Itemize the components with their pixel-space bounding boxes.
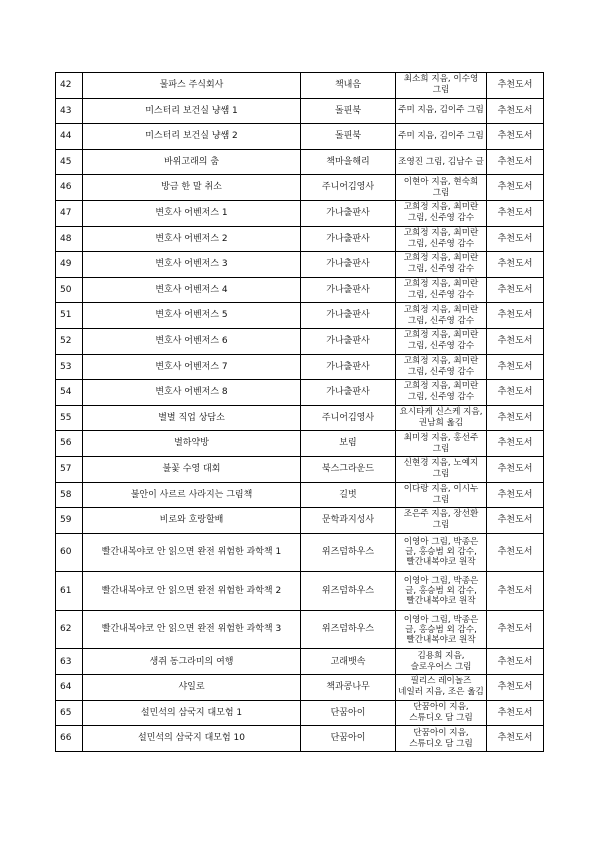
category: 추천도서 — [487, 533, 544, 572]
category: 추천도서 — [487, 482, 544, 508]
author: 최미정 지음, 홍선주 그림 — [396, 431, 487, 457]
table-row — [56, 456, 544, 482]
category: 추천도서 — [487, 726, 544, 752]
book-title: 설민석의 삼국지 대모험 10 — [83, 726, 301, 752]
book-title: 별하약방 — [83, 431, 301, 457]
category: 추천도서 — [487, 700, 544, 726]
table-row — [56, 482, 544, 508]
author: 고희정 지음, 최미란 그림, 신주영 감수 — [396, 354, 487, 380]
publisher: 가나출판사 — [301, 354, 396, 380]
row-number: 50 — [56, 277, 83, 303]
author: 이영아 그림, 박종은 글, 홍승범 외 감수, 빨간내복야코 원작 — [396, 572, 487, 611]
publisher: 주니어김영사 — [301, 405, 396, 431]
publisher: 가나출판사 — [301, 328, 396, 354]
author: 단꿈아이 지음, 스튜디오 담 그림 — [396, 726, 487, 752]
table-row — [56, 572, 544, 611]
book-title: 생쥐 동그라미의 여행 — [83, 649, 301, 675]
author: 단꿈아이 지음, 스튜디오 담 그림 — [396, 700, 487, 726]
book-title: 변호사 어벤저스 2 — [83, 226, 301, 252]
book-title: 변호사 어벤저스 1 — [83, 200, 301, 226]
book-title: 변호사 어벤저스 7 — [83, 354, 301, 380]
author: 고희정 지음, 최미란 그림, 신주영 감수 — [396, 328, 487, 354]
row-number: 51 — [56, 303, 83, 329]
book-title: 비로와 호랑할배 — [83, 508, 301, 534]
author: 신현경 지음, 노예지 그림 — [396, 456, 487, 482]
table-row — [56, 328, 544, 354]
category: 추천도서 — [487, 328, 544, 354]
table-row — [56, 226, 544, 252]
author: 고희정 지음, 최미란 그림, 신주영 감수 — [396, 226, 487, 252]
publisher: 책과콩나무 — [301, 675, 396, 701]
author: 이영아 그림, 박종은 글, 홍승범 외 감수, 빨간내복야코 원작 — [396, 610, 487, 649]
category: 추천도서 — [487, 380, 544, 406]
book-title: 변호사 어벤저스 5 — [83, 303, 301, 329]
author: 고희정 지음, 최미란 그림, 신주영 감수 — [396, 277, 487, 303]
category: 추천도서 — [487, 98, 544, 124]
publisher: 가나출판사 — [301, 200, 396, 226]
author: 이현아 지음, 현숙희 그림 — [396, 175, 487, 201]
publisher: 고래뱃속 — [301, 649, 396, 675]
book-title: 빨간내복야코 안 읽으면 완전 위험한 과학책 3 — [83, 610, 301, 649]
row-number: 61 — [56, 572, 83, 611]
publisher: 가나출판사 — [301, 252, 396, 278]
table-row — [56, 73, 544, 99]
author: 고희정 지음, 최미란 그림, 신주영 감수 — [396, 380, 487, 406]
category: 추천도서 — [487, 675, 544, 701]
table-row — [56, 610, 544, 649]
category: 추천도서 — [487, 508, 544, 534]
author: 조은주 지음, 장선환 그림 — [396, 508, 487, 534]
book-title: 샤일로 — [83, 675, 301, 701]
row-number: 59 — [56, 508, 83, 534]
publisher: 길벗 — [301, 482, 396, 508]
author: 주미 지음, 김이주 그림 — [396, 124, 487, 150]
book-title: 빨간내복야코 안 읽으면 완전 위험한 과학책 1 — [83, 533, 301, 572]
publisher: 가나출판사 — [301, 226, 396, 252]
book-title: 바위고래의 춤 — [83, 149, 301, 175]
table-row — [56, 508, 544, 534]
book-title: 별별 직업 상담소 — [83, 405, 301, 431]
table-row — [56, 303, 544, 329]
publisher: 북스그라운드 — [301, 456, 396, 482]
row-number: 48 — [56, 226, 83, 252]
row-number: 57 — [56, 456, 83, 482]
book-title: 방금 한 말 취소 — [83, 175, 301, 201]
author: 최소희 지음, 이수영 그림 — [396, 73, 487, 99]
row-number: 60 — [56, 533, 83, 572]
row-number: 58 — [56, 482, 83, 508]
category: 추천도서 — [487, 200, 544, 226]
category: 추천도서 — [487, 354, 544, 380]
row-number: 56 — [56, 431, 83, 457]
publisher: 보림 — [301, 431, 396, 457]
category: 추천도서 — [487, 226, 544, 252]
publisher: 가나출판사 — [301, 303, 396, 329]
table-row — [56, 98, 544, 124]
row-number: 63 — [56, 649, 83, 675]
category: 추천도서 — [487, 572, 544, 611]
row-number: 46 — [56, 175, 83, 201]
row-number: 64 — [56, 675, 83, 701]
table-row — [56, 277, 544, 303]
table-row — [56, 700, 544, 726]
author: 김용희 지음, 슬로우어스 그림 — [396, 649, 487, 675]
table-row — [56, 533, 544, 572]
row-number: 53 — [56, 354, 83, 380]
table-row — [56, 675, 544, 701]
book-title: 빨간내복야코 안 읽으면 완전 위험한 과학책 2 — [83, 572, 301, 611]
publisher: 위즈덤하우스 — [301, 572, 396, 611]
publisher: 가나출판사 — [301, 380, 396, 406]
row-number: 45 — [56, 149, 83, 175]
author: 요시타케 신스케 지음, 권남희 옮김 — [396, 405, 487, 431]
author: 이영아 그림, 박종은 글, 홍승범 외 감수, 빨간내복야코 원작 — [396, 533, 487, 572]
category: 추천도서 — [487, 73, 544, 99]
table-row — [56, 726, 544, 752]
book-title: 미스터리 보건실 냥쌤 2 — [83, 124, 301, 150]
row-number: 42 — [56, 73, 83, 99]
table-row — [56, 649, 544, 675]
row-number: 44 — [56, 124, 83, 150]
table-row — [56, 124, 544, 150]
table-row — [56, 354, 544, 380]
category: 추천도서 — [487, 303, 544, 329]
row-number: 43 — [56, 98, 83, 124]
book-list-table — [55, 72, 544, 752]
book-title: 변호사 어벤저스 6 — [83, 328, 301, 354]
book-list-page — [55, 72, 543, 752]
publisher: 가나출판사 — [301, 277, 396, 303]
category: 추천도서 — [487, 649, 544, 675]
book-title: 설민석의 삼국지 대모험 1 — [83, 700, 301, 726]
row-number: 52 — [56, 328, 83, 354]
category: 추천도서 — [487, 610, 544, 649]
category: 추천도서 — [487, 175, 544, 201]
category: 추천도서 — [487, 252, 544, 278]
author: 고희정 지음, 최미란 그림, 신주영 감수 — [396, 252, 487, 278]
publisher: 위즈덤하우스 — [301, 610, 396, 649]
book-title: 불안이 사르르 사라지는 그림책 — [83, 482, 301, 508]
row-number: 55 — [56, 405, 83, 431]
row-number: 54 — [56, 380, 83, 406]
row-number: 66 — [56, 726, 83, 752]
book-title: 변호사 어벤저스 4 — [83, 277, 301, 303]
author: 고희정 지음, 최미란 그림, 신주영 감수 — [396, 303, 487, 329]
table-row — [56, 252, 544, 278]
row-number: 62 — [56, 610, 83, 649]
publisher: 돌핀북 — [301, 124, 396, 150]
book-title: 미스터리 보건실 냥쌤 1 — [83, 98, 301, 124]
book-title: 변호사 어벤저스 8 — [83, 380, 301, 406]
publisher: 위즈덤하우스 — [301, 533, 396, 572]
author: 필리스 레이놀즈 네일러 지음, 조은 옮김 — [396, 675, 487, 701]
category: 추천도서 — [487, 456, 544, 482]
author: 조영진 그림, 김남수 글 — [396, 149, 487, 175]
category: 추천도서 — [487, 149, 544, 175]
author: 이다랑 지음, 이시누 그림 — [396, 482, 487, 508]
category: 추천도서 — [487, 124, 544, 150]
table-row — [56, 200, 544, 226]
publisher: 문학과지성사 — [301, 508, 396, 534]
book-title: 물파스 주식회사 — [83, 73, 301, 99]
author: 주미 지음, 김이주 그림 — [396, 98, 487, 124]
category: 추천도서 — [487, 277, 544, 303]
publisher: 단꿈아이 — [301, 726, 396, 752]
publisher: 책내음 — [301, 73, 396, 99]
publisher: 주니어김영사 — [301, 175, 396, 201]
book-title: 불꽃 수영 대회 — [83, 456, 301, 482]
category: 추천도서 — [487, 405, 544, 431]
book-title: 변호사 어벤저스 3 — [83, 252, 301, 278]
row-number: 65 — [56, 700, 83, 726]
publisher: 돌핀북 — [301, 98, 396, 124]
table-row — [56, 175, 544, 201]
row-number: 49 — [56, 252, 83, 278]
publisher: 단꿈아이 — [301, 700, 396, 726]
category: 추천도서 — [487, 431, 544, 457]
author: 고희정 지음, 최미란 그림, 신주영 감수 — [396, 200, 487, 226]
table-row — [56, 405, 544, 431]
publisher: 책마을해리 — [301, 149, 396, 175]
row-number: 47 — [56, 200, 83, 226]
table-row — [56, 149, 544, 175]
table-row — [56, 380, 544, 406]
table-row — [56, 431, 544, 457]
